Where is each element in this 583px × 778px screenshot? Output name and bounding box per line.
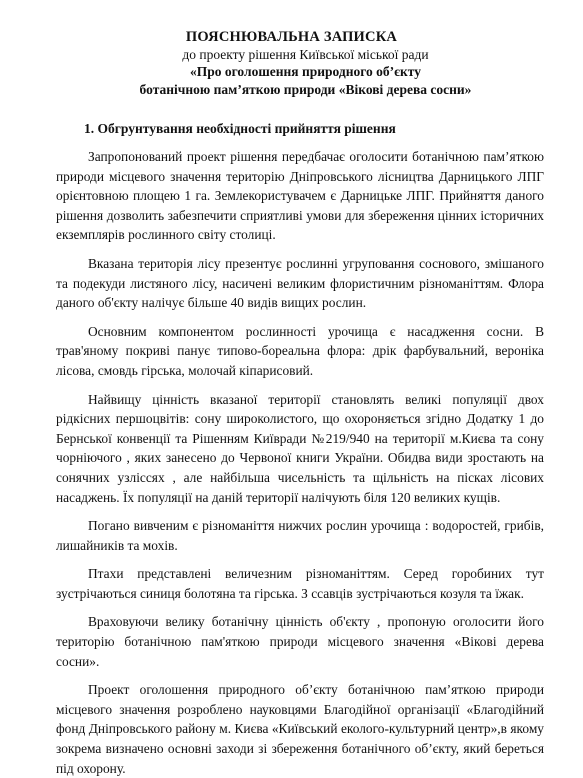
paragraph-rare-species: Найвищу цінність вказаної території становлять великі популяції двох рідкісних першоцвітів: сону широколистого, що охороняється згідно Додатку 1 до Бернської конвенції та Рішенням Київради №219/940 на території м.Києва та сону чорніючого , яких занесено до Червоної книги України. Обидва види зростають на сонячних узліссях , але найбільша чисельність та щільність на пісках лісових насаджень. Їх популяції на даній території налічують біля 120 великих кущів. (56, 391, 544, 505)
decision-name-line-1: «Про оголошення природного об’єкту (190, 64, 421, 79)
document-body (56, 147, 544, 778)
paragraph-authors: Проект оголошення природного об’єкту ботанічною пам’яткою природи місцевого значення розроблено науковцями Благодійної організації «Благодійний фонд Дніпровського району м. Києва «Київський еколого-культурний центр»,в якому зокрема визначено основні заходи зі збереження ботанічного об’єкту, який береться під охорону. (56, 682, 544, 776)
paragraph-forest: Вказана територія лісу презентує рослинні угруповання соснового, змішаного та подекуди листяного лісу, насичені великим флористичним різноманіттям. Флора даного об'єкту налічує більше 40 видів вищих рослин. (56, 255, 544, 311)
paragraph-vegetation: Основним компонентом рослинності урочища є насадження сосни. В трав'яному покриві панує типово-бореальна флора: дрік фарбувальний, вероніка лісова, смовдь гірська, молочай кіпарисовий. (56, 323, 544, 378)
paragraph-fauna: Птахи представлені величезним різноманіттям. Серед горобиних тут зустрічаються синиця болотяна та гірська. З ссавців зустрічаються козуля та їжак. (56, 566, 544, 601)
paragraph-lower-plants: Погано вивченим є різноманіття нижчих рослин урочища : водоростей, грибів, лишайників та мохів. (56, 518, 544, 553)
document-subtitle: до проекту рішення Київської міської ради (182, 47, 429, 62)
document-title: ПОЯСНЮВАЛЬНА ЗАПИСКА (185, 29, 398, 45)
paragraph-recommendation: Враховуючи велику ботанічну цінність об'єкту , пропоную оголосити його територію ботанічною пам'яткою природи місцевого значення «Вікові дерева сосни». (56, 614, 544, 669)
paragraph-proposal: Запропонований проект рішення передбачає оголосити ботанічною пам’яткою природи місцевого значення територію Дніпровського лісництва Дарницького ЛПГ орієнтовною площею 1 га. Землекористувачем є Дарницьке ЛПГ. Прийняття даного рішення дозволить забезпечити сприятливі умови для збереження цінних історичних екземплярів рослинного світу столиці. (56, 149, 544, 243)
document-header (0, 28, 583, 99)
section-heading: 1. Обгрунтування необхідності прийняття рішення (84, 121, 396, 136)
decision-name-line-2: ботанічною пам’яткою природи «Вікові дерева сосни» (139, 82, 472, 97)
